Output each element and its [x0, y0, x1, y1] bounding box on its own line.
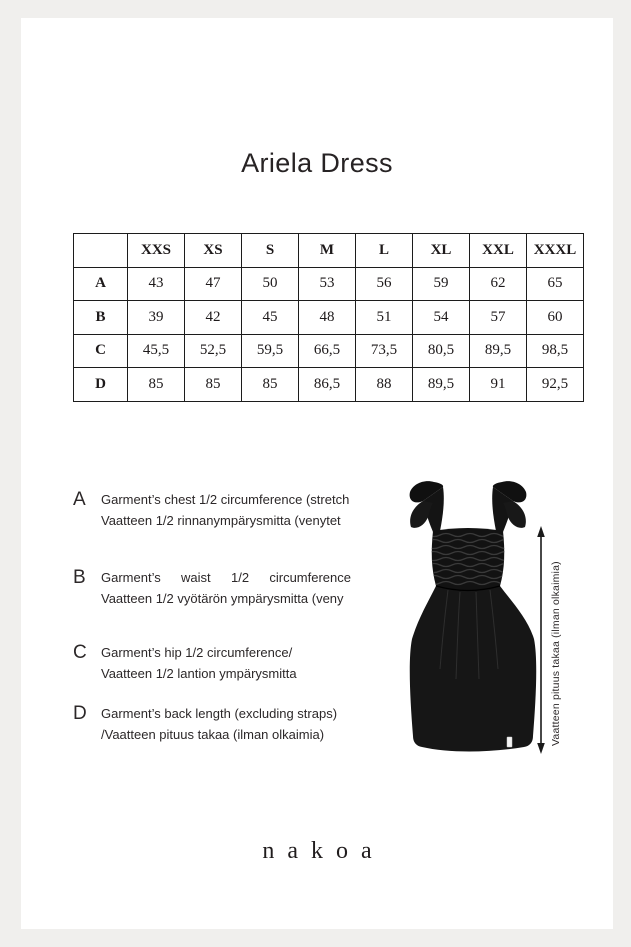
- size-value-cell: 89,5: [413, 368, 470, 402]
- legend-line-finnish: Vaatteen 1/2 rinnanympärysmitta (venytet: [101, 513, 341, 528]
- size-value-cell: 65: [527, 267, 584, 301]
- size-value-cell: 89,5: [470, 334, 527, 368]
- size-value-cell: 80,5: [413, 334, 470, 368]
- size-value-cell: 85: [185, 368, 242, 402]
- size-table-row: [74, 368, 584, 402]
- size-value-cell: 73,5: [356, 334, 413, 368]
- legend-item-b: [73, 567, 351, 609]
- size-column-header: L: [356, 234, 413, 268]
- size-value-cell: 48: [299, 301, 356, 335]
- size-value-cell: 42: [185, 301, 242, 335]
- size-table: [73, 233, 584, 402]
- legend-text: [101, 642, 351, 684]
- size-value-cell: 45: [242, 301, 299, 335]
- size-column-header: XXL: [470, 234, 527, 268]
- legend-line-finnish: /Vaatteen pituus takaa (ilman olkaimia): [101, 727, 325, 742]
- arrow-up-icon: [537, 526, 545, 537]
- size-value-cell: 86,5: [299, 368, 356, 402]
- page-title: Ariela Dress: [241, 148, 393, 178]
- legend-letter: B: [73, 567, 86, 588]
- dress-diagram: [400, 474, 550, 766]
- size-table-row: [74, 301, 584, 335]
- legend-letter: A: [73, 489, 86, 510]
- size-value-cell: 59: [413, 267, 470, 301]
- legend-item-d: [73, 703, 351, 745]
- size-value-cell: 59,5: [242, 334, 299, 368]
- arrow-down-icon: [537, 743, 545, 754]
- size-table-row: [74, 334, 584, 368]
- dress-illustration: [410, 481, 537, 751]
- size-column-header: XXS: [128, 234, 185, 268]
- size-value-cell: 66,5: [299, 334, 356, 368]
- size-column-header: S: [242, 234, 299, 268]
- size-value-cell: 85: [242, 368, 299, 402]
- legend-line-english: Garment’s chest 1/2 circumference (stretch: [101, 492, 350, 507]
- legend-line-finnish: Vaatteen 1/2 vyötärön ympärysmitta (veny: [101, 591, 344, 606]
- measurement-letter-cell: B: [74, 301, 128, 335]
- size-value-cell: 39: [128, 301, 185, 335]
- length-arrow: [537, 526, 545, 754]
- size-value-cell: 98,5: [527, 334, 584, 368]
- measurement-letter-cell: A: [74, 267, 128, 301]
- legend-text: [101, 703, 351, 745]
- legend-item-a: [73, 489, 351, 531]
- legend-letter: D: [73, 703, 87, 724]
- size-value-cell: 56: [356, 267, 413, 301]
- legend-text: [101, 567, 351, 609]
- size-value-cell: 92,5: [527, 368, 584, 402]
- size-table-header-row: [74, 234, 584, 268]
- size-column-header: M: [299, 234, 356, 268]
- size-table-corner-cell: [74, 234, 128, 268]
- size-guide-card: [21, 18, 613, 929]
- hem-tag: [507, 737, 512, 747]
- legend-line-english: Garment’s waist 1/2 circumference: [101, 570, 351, 585]
- legend-letter: C: [73, 642, 87, 663]
- length-arrow-label: Vaatteen pituus takaa (ilman olkaimia): [550, 561, 562, 747]
- legend-line-english: Garment’s hip 1/2 circumference/: [101, 645, 293, 660]
- legend-item-c: [73, 642, 351, 684]
- size-value-cell: 47: [185, 267, 242, 301]
- size-value-cell: 45,5: [128, 334, 185, 368]
- size-column-header: XXXL: [527, 234, 584, 268]
- size-value-cell: 43: [128, 267, 185, 301]
- size-table-row: [74, 267, 584, 301]
- brand-logo: nakoa: [262, 838, 385, 864]
- size-value-cell: 54: [413, 301, 470, 335]
- size-value-cell: 91: [470, 368, 527, 402]
- legend-line-english: Garment’s back length (excluding straps): [101, 706, 338, 721]
- legend-text: [101, 489, 351, 531]
- size-column-header: XS: [185, 234, 242, 268]
- size-value-cell: 60: [527, 301, 584, 335]
- measurement-letter-cell: C: [74, 334, 128, 368]
- size-value-cell: 52,5: [185, 334, 242, 368]
- size-value-cell: 85: [128, 368, 185, 402]
- size-value-cell: 62: [470, 267, 527, 301]
- measurement-letter-cell: D: [74, 368, 128, 402]
- size-value-cell: 57: [470, 301, 527, 335]
- size-value-cell: 51: [356, 301, 413, 335]
- size-value-cell: 88: [356, 368, 413, 402]
- legend-line-finnish: Vaatteen 1/2 lantion ympärysmitta: [101, 666, 297, 681]
- size-value-cell: 53: [299, 267, 356, 301]
- size-column-header: XL: [413, 234, 470, 268]
- size-value-cell: 50: [242, 267, 299, 301]
